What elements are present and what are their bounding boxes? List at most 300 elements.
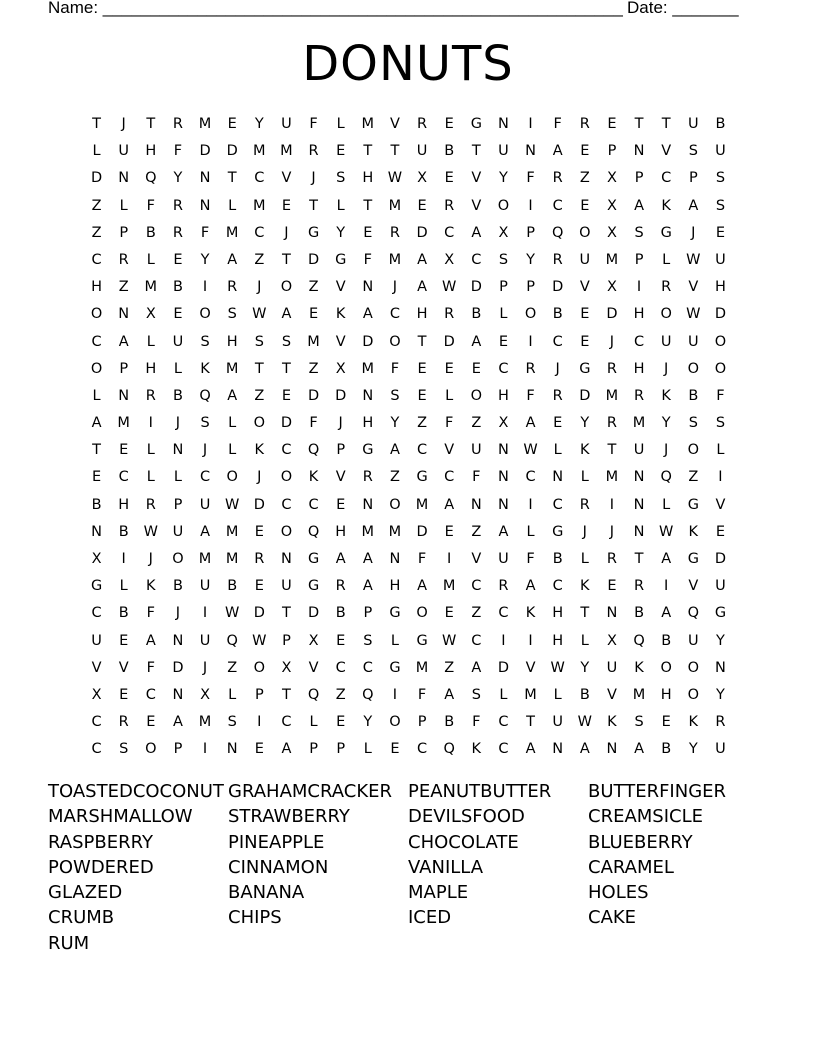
grid-letter: U (498, 143, 509, 160)
grid-letter: C (281, 496, 292, 513)
grid-letter: Y (336, 224, 346, 241)
grid-letter: C (634, 333, 645, 350)
grid-letter: W (442, 279, 457, 296)
grid-letter: Q (307, 523, 320, 540)
grid-letter: C (281, 714, 292, 731)
grid-letter: T (254, 360, 264, 377)
grid-letter: T (390, 143, 400, 160)
grid-letter: M (280, 143, 293, 160)
grid-letter: R (145, 496, 156, 513)
grid-letter: F (472, 714, 481, 731)
grid-letter: P (526, 279, 535, 296)
grid-letter: R (254, 551, 265, 567)
grid-letter: M (605, 251, 619, 268)
grid-letter: F (526, 551, 535, 567)
grid-letter: J (691, 224, 696, 241)
grid-letter: V (688, 279, 699, 296)
grid-letter: A (362, 578, 373, 595)
grid-letter: S (281, 333, 292, 350)
grid-letter: G (687, 551, 699, 567)
grid-letter: R (362, 469, 373, 486)
grid-letter: A (417, 279, 428, 296)
name-field: Name: _______________________________________________________ (48, 0, 623, 17)
grid-letter: U (688, 333, 699, 350)
grid-letter: M (388, 251, 402, 268)
grid-letter: V (91, 659, 102, 676)
word-bank-item: BLUEBERRY (588, 831, 693, 853)
grid-row (83, 410, 734, 437)
grid-letter: P (309, 741, 318, 758)
grid-letter: G (335, 251, 347, 268)
grid-letter: A (552, 143, 563, 160)
grid-letter: D (226, 143, 238, 160)
grid-letter: B (91, 496, 102, 513)
grid-letter: E (363, 224, 373, 241)
grid-letter: V (308, 659, 319, 676)
grid-letter: K (634, 659, 644, 676)
grid-letter: V (444, 442, 455, 459)
grid-letter: N (498, 469, 509, 486)
grid-letter: U (552, 714, 563, 731)
grid-letter: E (444, 116, 454, 132)
grid-letter: U (199, 496, 211, 513)
grid-letter: H (416, 306, 428, 323)
grid-letter: I (609, 496, 615, 513)
grid-letter: Y (580, 415, 590, 432)
grid-letter: V (579, 279, 590, 296)
grid-letter: J (582, 523, 587, 540)
grid-letter: N (226, 741, 238, 758)
grid-letter: I (121, 551, 126, 567)
grid-letter: B (172, 279, 183, 296)
grid-letter: C (254, 224, 265, 241)
grid-letter: L (309, 714, 318, 731)
grid-letter: S (200, 415, 210, 432)
grid-letter: O (470, 387, 483, 404)
grid-letter: S (688, 415, 698, 432)
grid-letter: J (609, 333, 615, 350)
grid-letter: R (525, 360, 536, 377)
grid-letter: N (118, 306, 130, 323)
grid-row (83, 600, 734, 627)
grid-letter: B (634, 605, 645, 622)
grid-letter: S (715, 197, 726, 214)
word-bank-item: CREAMSICLE (588, 806, 703, 828)
grid-letter: D (362, 333, 374, 350)
grid-letter: G (687, 496, 699, 513)
word-bank-item: CRUMB (48, 907, 115, 929)
grid-letter: L (526, 523, 535, 540)
grid-letter: Y (173, 170, 183, 187)
grid-letter: F (390, 360, 400, 377)
grid-letter: F (526, 170, 535, 187)
grid-letter: Z (417, 415, 428, 432)
grid-letter: N (172, 686, 184, 703)
grid-letter: U (416, 143, 428, 160)
grid-letter: F (309, 116, 318, 132)
grid-letter: Z (688, 469, 699, 486)
grid-letter: E (281, 387, 292, 404)
grid-letter: N (498, 496, 509, 513)
grid-letter: D (714, 306, 727, 323)
grid-letter: M (388, 197, 402, 214)
grid-letter: F (309, 415, 318, 432)
grid-letter: Q (660, 469, 672, 486)
grid-letter: N (498, 442, 509, 459)
grid-letter: K (308, 469, 319, 486)
grid-letter: S (715, 170, 726, 187)
grid-letter: B (661, 632, 672, 649)
grid-letter: V (471, 551, 482, 567)
grid-letter: X (606, 197, 617, 214)
grid-letter: T (417, 333, 427, 350)
grid-letter: V (525, 659, 536, 676)
grid-row (83, 383, 734, 410)
grid-letter: Q (307, 442, 320, 459)
grid-letter: A (362, 551, 373, 567)
grid-letter: E (661, 714, 671, 731)
grid-letter: S (634, 714, 644, 731)
grid-letter: G (362, 442, 374, 459)
grid-letter: O (253, 415, 266, 432)
grid-letter: W (225, 496, 240, 513)
grid-letter: B (227, 578, 238, 595)
grid-letter: L (146, 442, 155, 459)
word-bank-item: BANANA (228, 882, 305, 904)
grid-letter: O (199, 306, 211, 323)
grid-letter: N (172, 632, 184, 649)
grid-letter: V (471, 197, 482, 214)
grid-letter: P (634, 170, 644, 187)
grid-letter: J (202, 659, 208, 676)
grid-letter: E (119, 442, 129, 459)
grid-letter: K (471, 741, 482, 758)
grid-letter: M (307, 333, 320, 350)
grid-letter: U (660, 333, 672, 350)
grid-letter: P (688, 170, 698, 187)
grid-letter: Y (363, 714, 373, 731)
grid-letter: E (417, 360, 427, 377)
grid-letter: R (606, 415, 617, 432)
grid-letter: A (281, 306, 292, 323)
grid-letter: P (499, 279, 508, 296)
grid-letter: V (335, 469, 346, 486)
grid-letter: A (227, 387, 238, 404)
grid-letter: J (148, 551, 153, 567)
grid-letter: N (199, 170, 211, 187)
grid-letter: M (388, 523, 402, 540)
grid-letter: L (336, 116, 345, 132)
word-bank-item: ICED (408, 907, 452, 929)
grid-letter: X (308, 632, 319, 649)
word-bank-item: PEANUTBUTTER (408, 781, 552, 802)
grid-letter: Y (200, 251, 210, 268)
grid-letter: A (172, 714, 183, 731)
grid-letter: E (91, 469, 102, 486)
grid-letter: E (607, 578, 617, 595)
grid-letter: A (688, 197, 699, 214)
grid-letter: Z (308, 279, 319, 296)
grid-letter: M (117, 415, 130, 432)
grid-letter: C (91, 605, 102, 622)
grid-letter: C (471, 251, 482, 268)
grid-letter: I (392, 686, 398, 703)
grid-letter: F (526, 387, 535, 404)
grid-letter: X (335, 360, 346, 377)
grid-letter: G (660, 224, 672, 241)
grid-letter: P (336, 741, 346, 758)
grid-letter: R (552, 387, 563, 404)
grid-letter: A (335, 551, 346, 567)
grid-letter: Z (254, 251, 265, 268)
grid-letter: W (659, 523, 674, 540)
grid-letter: D (307, 605, 320, 622)
grid-letter: V (118, 659, 129, 676)
grid-letter: Y (526, 251, 535, 268)
grid-letter: J (664, 360, 669, 377)
grid-letter: J (202, 442, 208, 459)
grid-letter: D (579, 387, 591, 404)
grid-letter: O (253, 659, 266, 676)
grid-letter: K (525, 605, 536, 622)
grid-letter: L (146, 333, 155, 350)
grid-letter: X (145, 306, 156, 323)
grid-letter: N (552, 741, 564, 758)
grid-letter: T (471, 143, 481, 160)
grid-letter: M (605, 387, 619, 404)
grid-letter: H (633, 360, 645, 377)
grid-letter: S (715, 415, 726, 432)
grid-letter: D (714, 551, 727, 567)
grid-letter: B (688, 387, 699, 404)
grid-letter: D (172, 659, 184, 676)
grid-letter: V (688, 578, 699, 595)
grid-letter: K (688, 523, 699, 540)
grid-letter: A (634, 197, 645, 214)
grid-letter: C (498, 605, 509, 622)
grid-letter: R (444, 197, 455, 214)
grid-letter: V (661, 143, 672, 160)
grid-row (83, 709, 734, 736)
grid-row (83, 111, 734, 138)
grid-letter: A (579, 741, 590, 758)
grid-letter: M (225, 551, 239, 567)
grid-letter: H (633, 306, 645, 323)
grid-letter: I (528, 197, 533, 214)
grid-letter: W (252, 306, 267, 323)
grid-letter: C (444, 469, 455, 486)
grid-letter: M (198, 714, 212, 731)
grid-letter: J (555, 360, 560, 377)
grid-letter: N (118, 170, 130, 187)
grid-letter: I (528, 116, 533, 132)
grid-letter: U (579, 251, 591, 268)
grid-letter: E (390, 741, 400, 758)
grid-letter: Z (91, 197, 102, 214)
grid-letter: I (202, 741, 208, 758)
grid-letter: Q (226, 632, 238, 649)
grid-letter: W (143, 523, 158, 540)
grid-row (83, 628, 734, 655)
grid-letter: T (282, 360, 291, 377)
grid-letter: W (442, 632, 457, 649)
grid-letter: K (146, 578, 156, 595)
grid-letter: I (148, 415, 153, 432)
grid-letter: N (199, 197, 211, 214)
grid-letter: R (579, 116, 590, 132)
grid-letter: A (525, 578, 536, 595)
grid-letter: O (416, 605, 428, 622)
grid-letter: C (145, 686, 156, 703)
grid-letter: C (552, 578, 563, 595)
grid-row (83, 356, 734, 383)
grid-letter: X (200, 686, 211, 703)
grid-letter: T (634, 116, 644, 132)
grid-letter: E (254, 578, 264, 595)
grid-letter: X (606, 279, 617, 296)
grid-letter: S (119, 741, 129, 758)
grid-letter: O (660, 659, 672, 676)
grid-letter: F (417, 551, 427, 567)
grid-letter: Z (91, 224, 102, 241)
grid-letter: E (254, 523, 264, 540)
grid-letter: L (228, 686, 237, 703)
grid-letter: B (172, 578, 183, 595)
grid-letter: I (447, 551, 452, 567)
grid-letter: W (387, 170, 403, 187)
grid-letter: L (228, 442, 237, 459)
grid-letter: L (580, 469, 589, 486)
grid-letter: C (389, 306, 400, 323)
grid-letter: P (526, 224, 535, 241)
grid-letter: G (552, 523, 564, 540)
word-bank-item: DEVILSFOOD (408, 806, 525, 828)
grid-letter: P (607, 143, 617, 160)
grid-letter: H (118, 496, 130, 513)
grid-letter: H (91, 279, 103, 296)
grid-letter: T (282, 605, 291, 622)
grid-letter: X (444, 251, 455, 268)
grid-letter: X (606, 224, 617, 241)
grid-letter: F (146, 605, 155, 622)
grid-letter: A (471, 224, 482, 241)
grid-letter: P (173, 496, 183, 513)
grid-letter: M (415, 496, 429, 513)
grid-letter: T (146, 116, 156, 132)
grid-letter: R (606, 551, 617, 567)
grid-letter: V (606, 686, 617, 703)
grid-letter: L (499, 306, 508, 323)
grid-letter: M (361, 523, 375, 540)
grid-letter: D (253, 605, 265, 622)
grid-letter: E (580, 306, 590, 323)
grid-letter: N (633, 523, 645, 540)
grid-letter: M (253, 197, 266, 214)
grid-letter: J (338, 415, 343, 432)
grid-letter: O (280, 279, 293, 296)
grid-letter: M (225, 360, 239, 377)
grid-letter: O (687, 360, 700, 377)
word-bank-item: HOLES (588, 882, 649, 904)
grid-letter: E (254, 741, 264, 758)
grid-letter: N (389, 551, 401, 567)
grid-letter: O (714, 360, 727, 377)
grid-letter: O (660, 306, 672, 323)
date-field: Date: _______ (627, 0, 739, 17)
grid-letter: I (257, 714, 262, 731)
grid-letter: K (580, 578, 590, 595)
grid-letter: Q (551, 224, 564, 241)
grid-letter: R (389, 224, 400, 241)
grid-letter: V (715, 496, 726, 513)
grid-letter: C (661, 170, 672, 187)
grid-letter: L (499, 686, 508, 703)
grid-letter: D (90, 170, 103, 187)
grid-letter: A (227, 251, 238, 268)
grid-letter: A (91, 415, 102, 432)
word-bank-item: RASPBERRY (48, 831, 153, 853)
grid-letter: H (145, 143, 157, 160)
grid-letter: A (389, 442, 400, 459)
grid-letter: I (528, 496, 533, 513)
grid-letter: V (471, 170, 482, 187)
grid-row (83, 464, 734, 491)
grid-letter: F (553, 116, 562, 132)
grid-letter: A (444, 686, 455, 703)
grid-letter: N (91, 523, 102, 540)
grid-letter: N (715, 659, 726, 676)
grid-letter: C (417, 741, 428, 758)
grid-letter: Z (471, 415, 482, 432)
grid-letter: A (525, 415, 536, 432)
word-bank-item: GLAZED (48, 882, 123, 904)
grid-letter: S (363, 632, 373, 649)
grid-letter: C (118, 469, 129, 486)
grid-letter: N (172, 442, 184, 459)
grid-letter: R (172, 224, 183, 241)
grid-letter: C (308, 496, 319, 513)
grid-letter: C (91, 251, 102, 268)
grid-letter: U (471, 442, 482, 459)
grid-letter: P (173, 741, 183, 758)
grid-letter: K (335, 306, 346, 323)
grid-letter: M (144, 279, 158, 296)
letter-grid (83, 111, 734, 764)
grid-letter: S (390, 387, 400, 404)
grid-letter: W (686, 251, 701, 268)
grid-letter: R (498, 578, 509, 595)
word-bank-item: BUTTERFINGER (588, 781, 727, 802)
grid-letter: T (526, 714, 535, 731)
grid-letter: O (90, 306, 103, 323)
grid-letter: B (661, 741, 672, 758)
grid-letter: P (634, 251, 644, 268)
grid-letter: U (172, 523, 184, 540)
grid-letter: K (688, 714, 699, 731)
grid-letter: M (415, 659, 429, 676)
grid-letter: U (199, 632, 211, 649)
grid-letter: M (632, 686, 646, 703)
grid-letter: O (226, 469, 238, 486)
grid-letter: I (636, 279, 642, 296)
grid-letter: J (609, 523, 615, 540)
grid-letter: Y (716, 632, 725, 649)
grid-letter: F (417, 686, 427, 703)
grid-letter: D (307, 251, 320, 268)
grid-letter: C (552, 333, 563, 350)
grid-letter: A (417, 251, 428, 268)
grid-letter: W (225, 605, 240, 622)
